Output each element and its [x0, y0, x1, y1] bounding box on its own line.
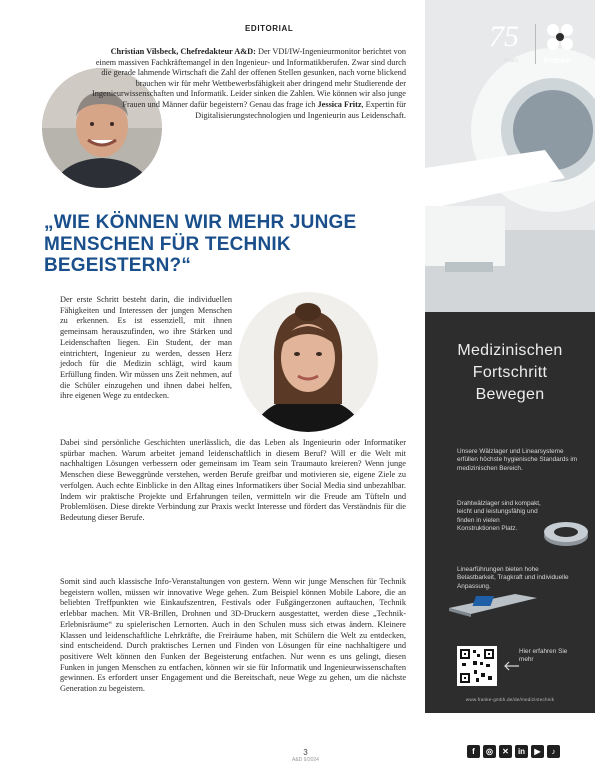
paragraph-text: Der erste Schritt besteht darin, die individuellen Fähigkeiten und Interessen der jungen Menschen zu erkennen. Es ist essenziell, mit ihnen gemeinsam herauszufinden, wo ihre Stärken und Leidenschaften liegen. Ein Student, der man eintrichtert, Ingenieur zu werden, dessen Herz jedoch für die Medizin schlägt, wird kaum Erfüllung finden. Wir müssen uns Zeit nehmen, auf die Schüler einzugehen und ihnen dabei helfen, ihre eigenen Wege zu entdecken.: [60, 295, 232, 401]
body-paragraph-1: [60, 295, 232, 402]
qr-code[interactable]: [457, 646, 497, 686]
ad-title-line: Bewegen: [475, 386, 545, 403]
social-icons: [467, 745, 560, 759]
body-paragraph-3: [60, 577, 406, 695]
logo-divider: [535, 24, 536, 64]
wire-bearing-product-icon: [541, 514, 591, 554]
intro-paragraph: [90, 47, 406, 121]
ad-title: [425, 340, 595, 406]
facebook-icon[interactable]: f: [467, 745, 480, 758]
intro-text-b: , Expertin für Digitalisierungstechnologien und Ingenieurin aus Leidenschaft.: [195, 99, 406, 120]
arrow-left-icon: [501, 660, 521, 672]
ad-url-link[interactable]: www.franke-gmbh.de/de/medizintechnik: [465, 697, 555, 702]
logo-years: Years: [503, 58, 519, 64]
logo-brand: Franke: [544, 56, 571, 65]
ad-text-wire-bearings: Drahtwälzlager sind kompakt, leicht und leistungsfähig und finden in vielen Konstruktionen Platz.: [457, 500, 541, 533]
body-paragraph-2: [60, 438, 406, 524]
issue-label: A&D 9/2024: [292, 757, 319, 763]
expert-portrait: [238, 292, 378, 432]
franke-75-years-logo: [489, 20, 587, 70]
article-headline: „WIE KÖNNEN WIR MEHR JUNGE MENSCHEN FÜR TECHNIK BEGEISTERN?“: [44, 212, 357, 277]
youtube-icon[interactable]: ▶: [531, 745, 544, 758]
logo-number: 75: [489, 20, 519, 53]
intro-author: Christian Vilsbeck, Chefredakteur A&D:: [110, 47, 256, 56]
section-kicker: EDITORIAL: [245, 24, 294, 33]
paragraph-text: Dabei sind persönliche Geschichten unerlässlich, die das Leben als Ingenieurin oder Informatiker spürbar machen. Warum arbeitet jemand leidenschaftlich in diesem Beruf? Will er die Welt mit nachhaltigen Lösungen verbessern oder gemeinsam im Team sein Traumauto kreieren? Wenn junge Menschen diese Beweggründe verstehen, werden Berufe greifbar und motivieren sie, eigene Ziele zu verfolgen. Auch echte Einblicke in den Alltag eines Informatikers über Social Media sind unbezahlbar. Indem wir praktische Projekte und Erfahrungen teilen, vermitteln wir die Freude am Tüfteln und Problemlösen. Diese direkte Verbindung zur Praxis weckt Interesse und fördert das Verständnis für die Bedeutung dieser Berufe.: [60, 438, 406, 522]
instagram-icon[interactable]: ◎: [483, 745, 496, 758]
intro-text-a: Der VDI/IW-Ingenieurmonitor berichtet von einem massiven Fachkräftemangel in den Ingenieur- und Informatikberufen. Zwar sind durch die gerade lahmende Wirtschaft die Zahl der offenen Stellen gesunken, nach vorne blickend brauchen wir für mehr Wettbewerbsfähigkeit aber dringend mehr Studierende der Ingenieurwissenschaften und Informatik. Leider sinken die Zahlen. Wie können wir also junge Frauen und Männer dafür begeistern? Genau das frage ich: [91, 47, 406, 109]
page-number-value: 3: [303, 748, 308, 757]
qr-code-icon: [457, 646, 497, 686]
ad-title-line: Fortschritt: [472, 364, 548, 381]
intro-expert-name: Jessica Fritz: [317, 99, 362, 109]
x-icon[interactable]: ✕: [499, 745, 512, 758]
paragraph-text: Somit sind auch klassische Info-Veranstaltungen von gestern. Wenn wir junge Menschen für Technik begeistern wollen, müssen wir innovative Wege gehen. Zum Beispiel können Mobile Labore, die an beliebten Treffpunkten wie Einkaufszentren, Festivals oder Fußgängerzonen auftauchen, Technik erlebbar machen. Mit VR-Brillen, Drohnen und 3D-Druckern ausgestattet, werden diese „Technik-Erlebnisräume“ zu spielerischen Lernorten. Auch in den Schulen muss sich etwas ändern. Kleinere Klassen und leidenschaftliche Lehrkräfte, die Freiräume haben, mit Schülern die Welt zu entdecken, sind entscheidend. Durch praktisches Lernen und Finden von Lösungen für eine nachhaltigere und positivere Welt können den Funken der Begeisterung entfachen. Nur wenn es uns gelingt, diesen Funken in jungen Menschen zu entfachen, können wir sie für Informatik und Ingenieurwissenschaften gewinnen. Es erfordert unser Engagement und die Bereitschaft, neue Wege zu gehen, um die nächste Generation zu begeistern.: [60, 577, 406, 694]
tiktok-icon[interactable]: ♪: [547, 745, 560, 758]
franke-mark-icon: [545, 22, 575, 52]
ad-title-line: Medizinischen: [457, 342, 563, 359]
qr-hint-text: Hier erfahren Sie mehr: [519, 648, 568, 664]
advertisement[interactable]: [425, 0, 595, 713]
page-number: [292, 748, 319, 763]
ad-text-bearings: Unsere Wälzlager und Linearsysteme erfüllen höchste hygienische Standards im medizinischen Bereich.: [457, 448, 578, 472]
linear-guide-product-icon: [445, 588, 541, 618]
linkedin-icon[interactable]: in: [515, 745, 528, 758]
ad-text-linear-guides: Linearführungen bieten hohe Belastbarkeit, Tragkraft und individuelle Anpassung.: [457, 566, 569, 590]
